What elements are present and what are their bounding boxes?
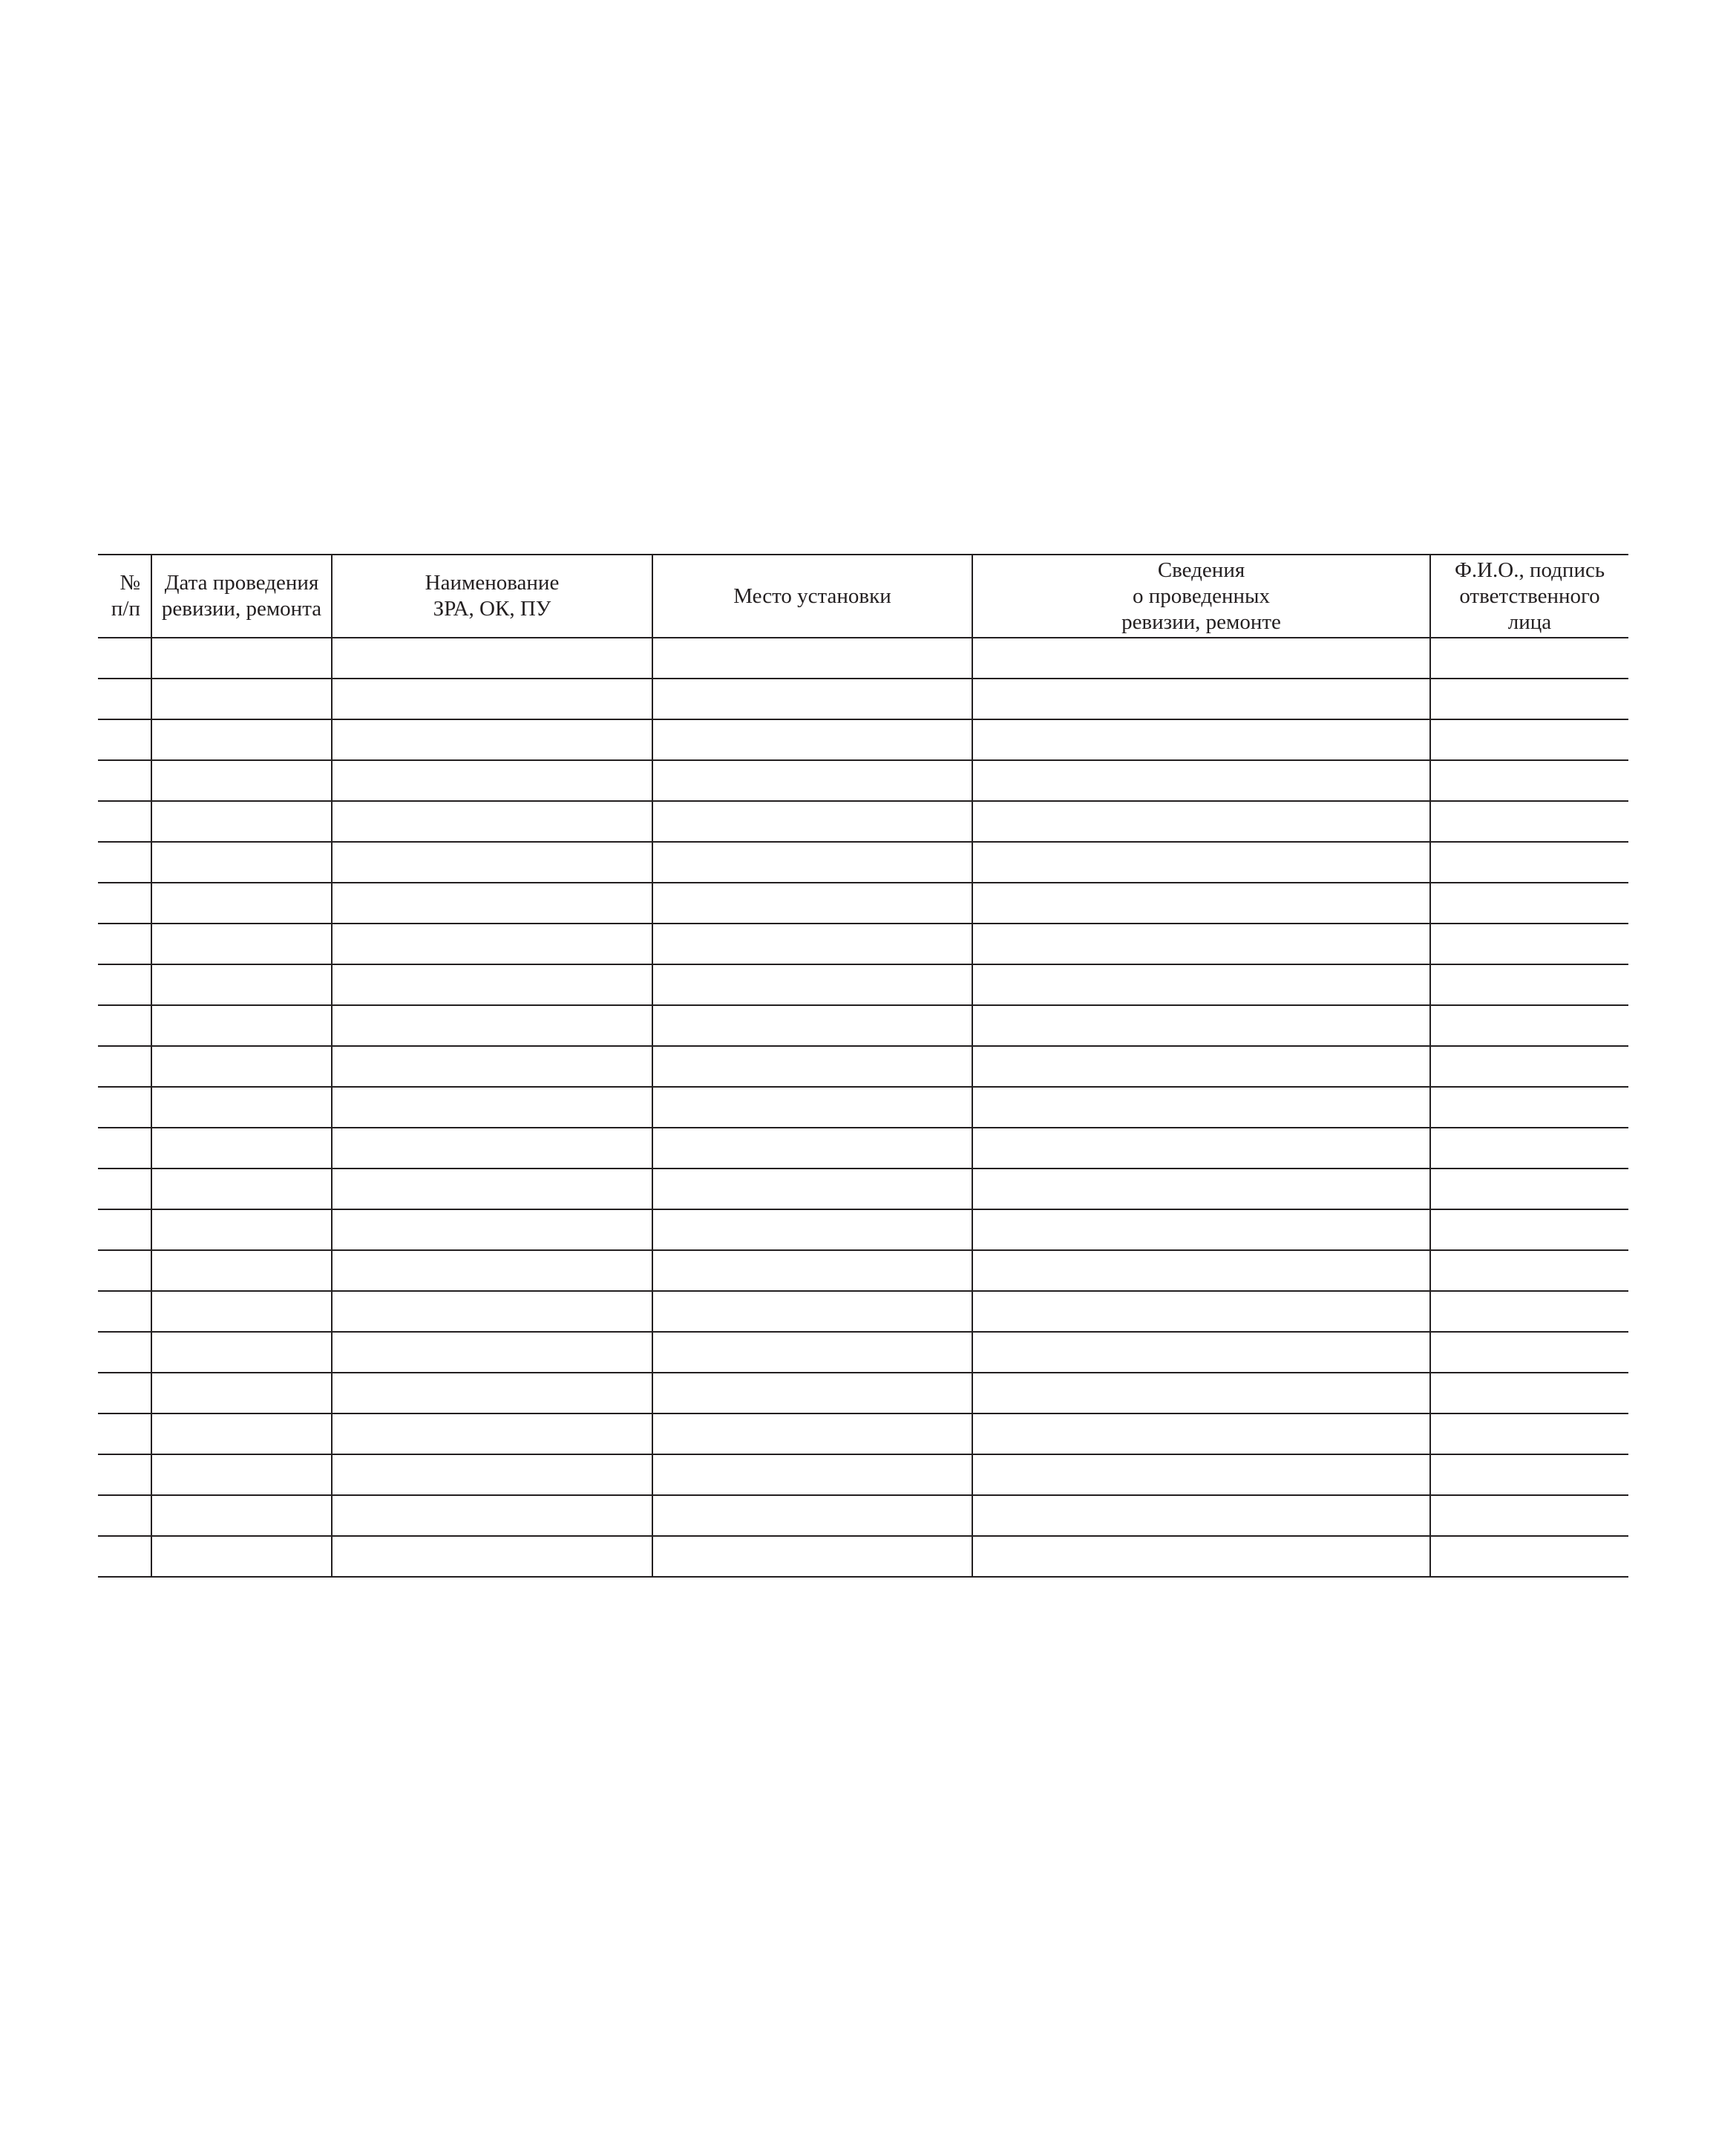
- cell-date: [151, 842, 332, 883]
- table-row: [98, 883, 1628, 924]
- cell-responsible: [1430, 1169, 1628, 1209]
- cell-details: [972, 1087, 1430, 1128]
- revision-log-table: [98, 554, 1628, 1578]
- cell-details: [972, 719, 1430, 760]
- cell-num: [98, 760, 151, 801]
- cell-name: [332, 1128, 652, 1169]
- table-row: [98, 1128, 1628, 1169]
- header-date-line-2: ревизии, ремонта: [161, 597, 322, 621]
- table-row: [98, 1332, 1628, 1373]
- cell-date: [151, 1332, 332, 1373]
- cell-responsible: [1430, 964, 1628, 1005]
- cell-details: [972, 1332, 1430, 1373]
- cell-date: [151, 1128, 332, 1169]
- cell-responsible: [1430, 679, 1628, 719]
- header-responsible-line-1: Ф.И.О., подпись: [1454, 558, 1605, 582]
- cell-name: [332, 638, 652, 679]
- cell-details: [972, 1250, 1430, 1291]
- cell-responsible: [1430, 760, 1628, 801]
- cell-num: [98, 1128, 151, 1169]
- cell-name: [332, 1250, 652, 1291]
- cell-location: [652, 1087, 972, 1128]
- cell-date: [151, 1495, 332, 1536]
- cell-details: [972, 883, 1430, 924]
- cell-name: [332, 1087, 652, 1128]
- cell-location: [652, 1373, 972, 1413]
- cell-location: [652, 1536, 972, 1577]
- cell-responsible: [1430, 924, 1628, 964]
- cell-details: [972, 1495, 1430, 1536]
- cell-name: [332, 964, 652, 1005]
- cell-location: [652, 638, 972, 679]
- cell-num: [98, 1046, 151, 1087]
- table-row: [98, 679, 1628, 719]
- cell-num: [98, 1413, 151, 1454]
- table-header: [98, 555, 1628, 638]
- cell-name: [332, 1413, 652, 1454]
- cell-date: [151, 801, 332, 842]
- header-date: [151, 555, 332, 638]
- cell-location: [652, 1413, 972, 1454]
- cell-responsible: [1430, 883, 1628, 924]
- cell-name: [332, 719, 652, 760]
- cell-date: [151, 1454, 332, 1495]
- table-row: [98, 1087, 1628, 1128]
- table-row: [98, 1169, 1628, 1209]
- cell-num: [98, 1495, 151, 1536]
- cell-details: [972, 638, 1430, 679]
- cell-date: [151, 1209, 332, 1250]
- header-number: [98, 555, 151, 638]
- cell-num: [98, 964, 151, 1005]
- cell-name: [332, 883, 652, 924]
- table-body: [98, 638, 1628, 1577]
- table-row: [98, 1454, 1628, 1495]
- cell-name: [332, 842, 652, 883]
- table-row: [98, 801, 1628, 842]
- cell-location: [652, 1250, 972, 1291]
- cell-name: [332, 1291, 652, 1332]
- cell-date: [151, 883, 332, 924]
- cell-num: [98, 1454, 151, 1495]
- cell-num: [98, 801, 151, 842]
- cell-responsible: [1430, 1413, 1628, 1454]
- table-row: [98, 1291, 1628, 1332]
- cell-details: [972, 1413, 1430, 1454]
- cell-responsible: [1430, 719, 1628, 760]
- cell-date: [151, 679, 332, 719]
- cell-location: [652, 883, 972, 924]
- cell-responsible: [1430, 1046, 1628, 1087]
- cell-date: [151, 1087, 332, 1128]
- cell-name: [332, 801, 652, 842]
- cell-num: [98, 638, 151, 679]
- header-row: [98, 555, 1628, 638]
- cell-details: [972, 760, 1430, 801]
- table-row: [98, 924, 1628, 964]
- cell-num: [98, 1332, 151, 1373]
- header-responsible: [1430, 555, 1628, 638]
- cell-date: [151, 760, 332, 801]
- cell-responsible: [1430, 1373, 1628, 1413]
- cell-date: [151, 1291, 332, 1332]
- cell-location: [652, 924, 972, 964]
- cell-date: [151, 1005, 332, 1046]
- cell-date: [151, 1046, 332, 1087]
- cell-details: [972, 1291, 1430, 1332]
- cell-num: [98, 1291, 151, 1332]
- cell-details: [972, 1373, 1430, 1413]
- cell-details: [972, 1128, 1430, 1169]
- header-location: [652, 555, 972, 638]
- cell-responsible: [1430, 1005, 1628, 1046]
- header-number-line-1: №: [119, 571, 140, 595]
- cell-num: [98, 1250, 151, 1291]
- cell-date: [151, 1169, 332, 1209]
- table-row: [98, 1373, 1628, 1413]
- cell-responsible: [1430, 638, 1628, 679]
- table-row: [98, 1250, 1628, 1291]
- cell-date: [151, 1373, 332, 1413]
- table-row: [98, 760, 1628, 801]
- cell-location: [652, 1495, 972, 1536]
- table-row: [98, 1005, 1628, 1046]
- cell-name: [332, 1373, 652, 1413]
- cell-date: [151, 1250, 332, 1291]
- table-row: [98, 1046, 1628, 1087]
- table-row: [98, 1209, 1628, 1250]
- table-row: [98, 842, 1628, 883]
- cell-name: [332, 1536, 652, 1577]
- cell-num: [98, 1536, 151, 1577]
- cell-details: [972, 964, 1430, 1005]
- cell-responsible: [1430, 1087, 1628, 1128]
- cell-details: [972, 924, 1430, 964]
- header-responsible-line-2: ответственного: [1459, 584, 1600, 608]
- cell-name: [332, 760, 652, 801]
- cell-responsible: [1430, 1495, 1628, 1536]
- cell-location: [652, 1454, 972, 1495]
- table-row: [98, 1495, 1628, 1536]
- table-row: [98, 719, 1628, 760]
- header-details-line-2: о проведенных: [1133, 584, 1270, 608]
- cell-num: [98, 719, 151, 760]
- cell-details: [972, 1536, 1430, 1577]
- cell-date: [151, 924, 332, 964]
- cell-details: [972, 679, 1430, 719]
- cell-date: [151, 1413, 332, 1454]
- cell-responsible: [1430, 1128, 1628, 1169]
- cell-num: [98, 1373, 151, 1413]
- cell-date: [151, 964, 332, 1005]
- cell-num: [98, 1209, 151, 1250]
- table-row: [98, 964, 1628, 1005]
- table-row: [98, 638, 1628, 679]
- cell-name: [332, 1005, 652, 1046]
- cell-name: [332, 1209, 652, 1250]
- cell-num: [98, 883, 151, 924]
- cell-location: [652, 842, 972, 883]
- cell-details: [972, 1005, 1430, 1046]
- cell-details: [972, 1209, 1430, 1250]
- cell-responsible: [1430, 1209, 1628, 1250]
- cell-responsible: [1430, 1536, 1628, 1577]
- cell-details: [972, 842, 1430, 883]
- cell-location: [652, 719, 972, 760]
- cell-location: [652, 1291, 972, 1332]
- cell-location: [652, 679, 972, 719]
- cell-num: [98, 1169, 151, 1209]
- cell-responsible: [1430, 1332, 1628, 1373]
- cell-location: [652, 1046, 972, 1087]
- cell-name: [332, 924, 652, 964]
- cell-date: [151, 638, 332, 679]
- cell-name: [332, 1046, 652, 1087]
- cell-name: [332, 1454, 652, 1495]
- cell-location: [652, 1332, 972, 1373]
- header-name-line-2: ЗРА, ОК, ПУ: [433, 597, 551, 621]
- table-row: [98, 1536, 1628, 1577]
- cell-details: [972, 1169, 1430, 1209]
- cell-responsible: [1430, 1454, 1628, 1495]
- cell-num: [98, 842, 151, 883]
- cell-num: [98, 924, 151, 964]
- cell-location: [652, 964, 972, 1005]
- cell-num: [98, 1087, 151, 1128]
- header-details: [972, 555, 1430, 638]
- cell-responsible: [1430, 1291, 1628, 1332]
- cell-name: [332, 1169, 652, 1209]
- header-date-line-1: Дата проведения: [164, 571, 319, 595]
- cell-name: [332, 1332, 652, 1373]
- header-responsible-line-3: лица: [1507, 609, 1552, 634]
- header-details-line-3: ревизии, ремонте: [1121, 609, 1281, 634]
- cell-location: [652, 801, 972, 842]
- cell-num: [98, 1005, 151, 1046]
- table-row: [98, 1413, 1628, 1454]
- cell-responsible: [1430, 1250, 1628, 1291]
- cell-location: [652, 1169, 972, 1209]
- cell-responsible: [1430, 842, 1628, 883]
- cell-location: [652, 1005, 972, 1046]
- cell-details: [972, 1454, 1430, 1495]
- cell-date: [151, 1536, 332, 1577]
- cell-location: [652, 760, 972, 801]
- cell-details: [972, 1046, 1430, 1087]
- cell-location: [652, 1128, 972, 1169]
- cell-name: [332, 679, 652, 719]
- cell-name: [332, 1495, 652, 1536]
- header-details-line-1: Сведения: [1157, 558, 1245, 582]
- cell-details: [972, 801, 1430, 842]
- header-name: [332, 555, 652, 638]
- header-location-line-1: Место установки: [733, 584, 891, 608]
- header-number-line-2: п/п: [111, 597, 140, 621]
- cell-responsible: [1430, 801, 1628, 842]
- cell-date: [151, 719, 332, 760]
- cell-location: [652, 1209, 972, 1250]
- cell-num: [98, 679, 151, 719]
- header-name-line-1: Наименование: [425, 571, 560, 595]
